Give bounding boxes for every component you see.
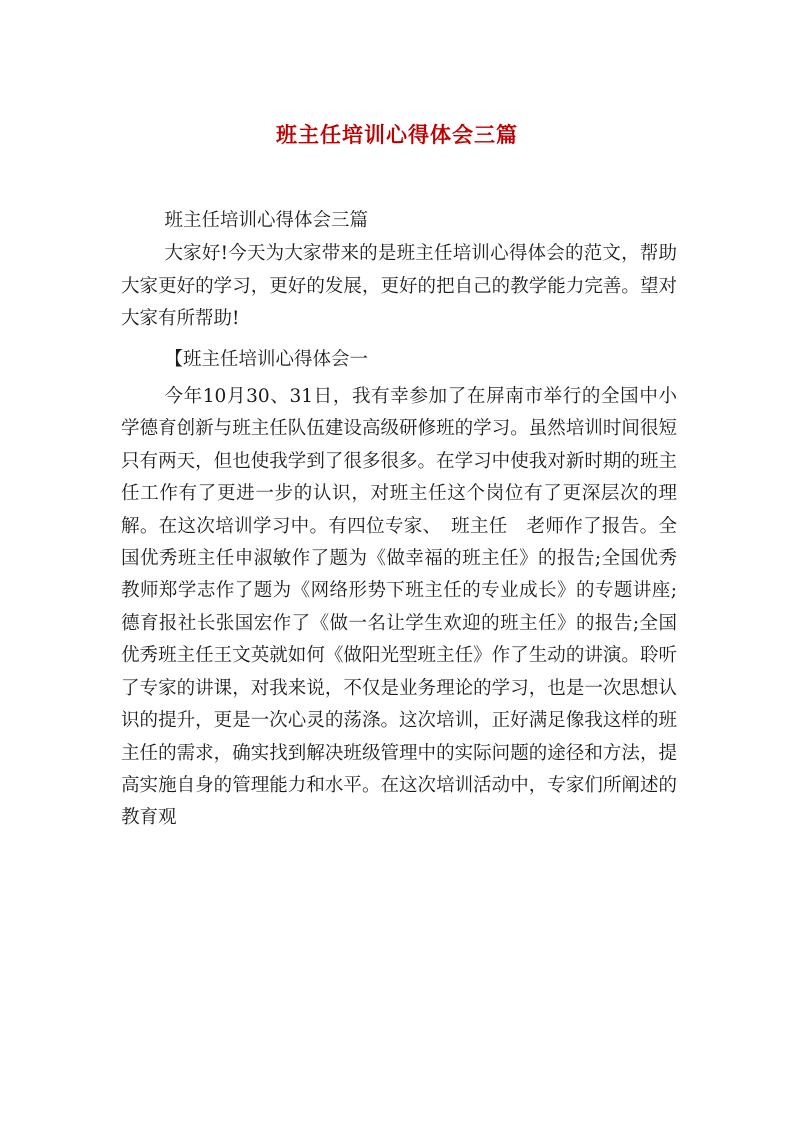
section-heading: 【班主任培训心得体会一 [164,348,368,370]
section-paragraph: 今年10月30、31日，我有幸参加了在屏南市举行的全国中小学德育创新与班主任队伍建设高级研修班的学习。虽然培训时间很短只有两天，但也使我学到了很多很多。在学习中使我对新时期的班主任工作有了更进一步的认识，对班主任这个岗位有了更深层次的理解。在这次培训学习中。有四位专家、 班主任 老师作了报告。全国优秀班主任申淑敏作了题为《做幸福的班主任》的报告;全国优秀教师郑学志作了题为《网络形势下班主任的专业成长》的专题讲座;德育报社长张国宏作了《做一名让学生欢迎的班主任》的报告;全国优秀班主任王文英就如何《做阳光型班主任》作了生动的讲演。聆听了专家的讲课，对我来说，不仅是业务理论的学习，也是一次思想认识的提升，更是一次心灵的荡涤。这次培训，正好满足像我这样的班主任的需求，确实找到解决班级管理中的实际问题的途径和方法，提高实施自身的管理能力和水平。在这次培训活动中，专家们所阐述的教育观 [121,386,677,829]
document-title: 班主任培训心得体会三篇 [276,122,518,148]
intro-paragraph: 大家好!今天为大家带来的是班主任培训心得体会的范文，帮助大家更好的学习，更好的发展，更好的把自己的教学能力完善。望对大家有所帮助! [121,243,677,330]
document-body [121,205,677,835]
document-subtitle: 班主任培训心得体会三篇 [164,210,368,231]
